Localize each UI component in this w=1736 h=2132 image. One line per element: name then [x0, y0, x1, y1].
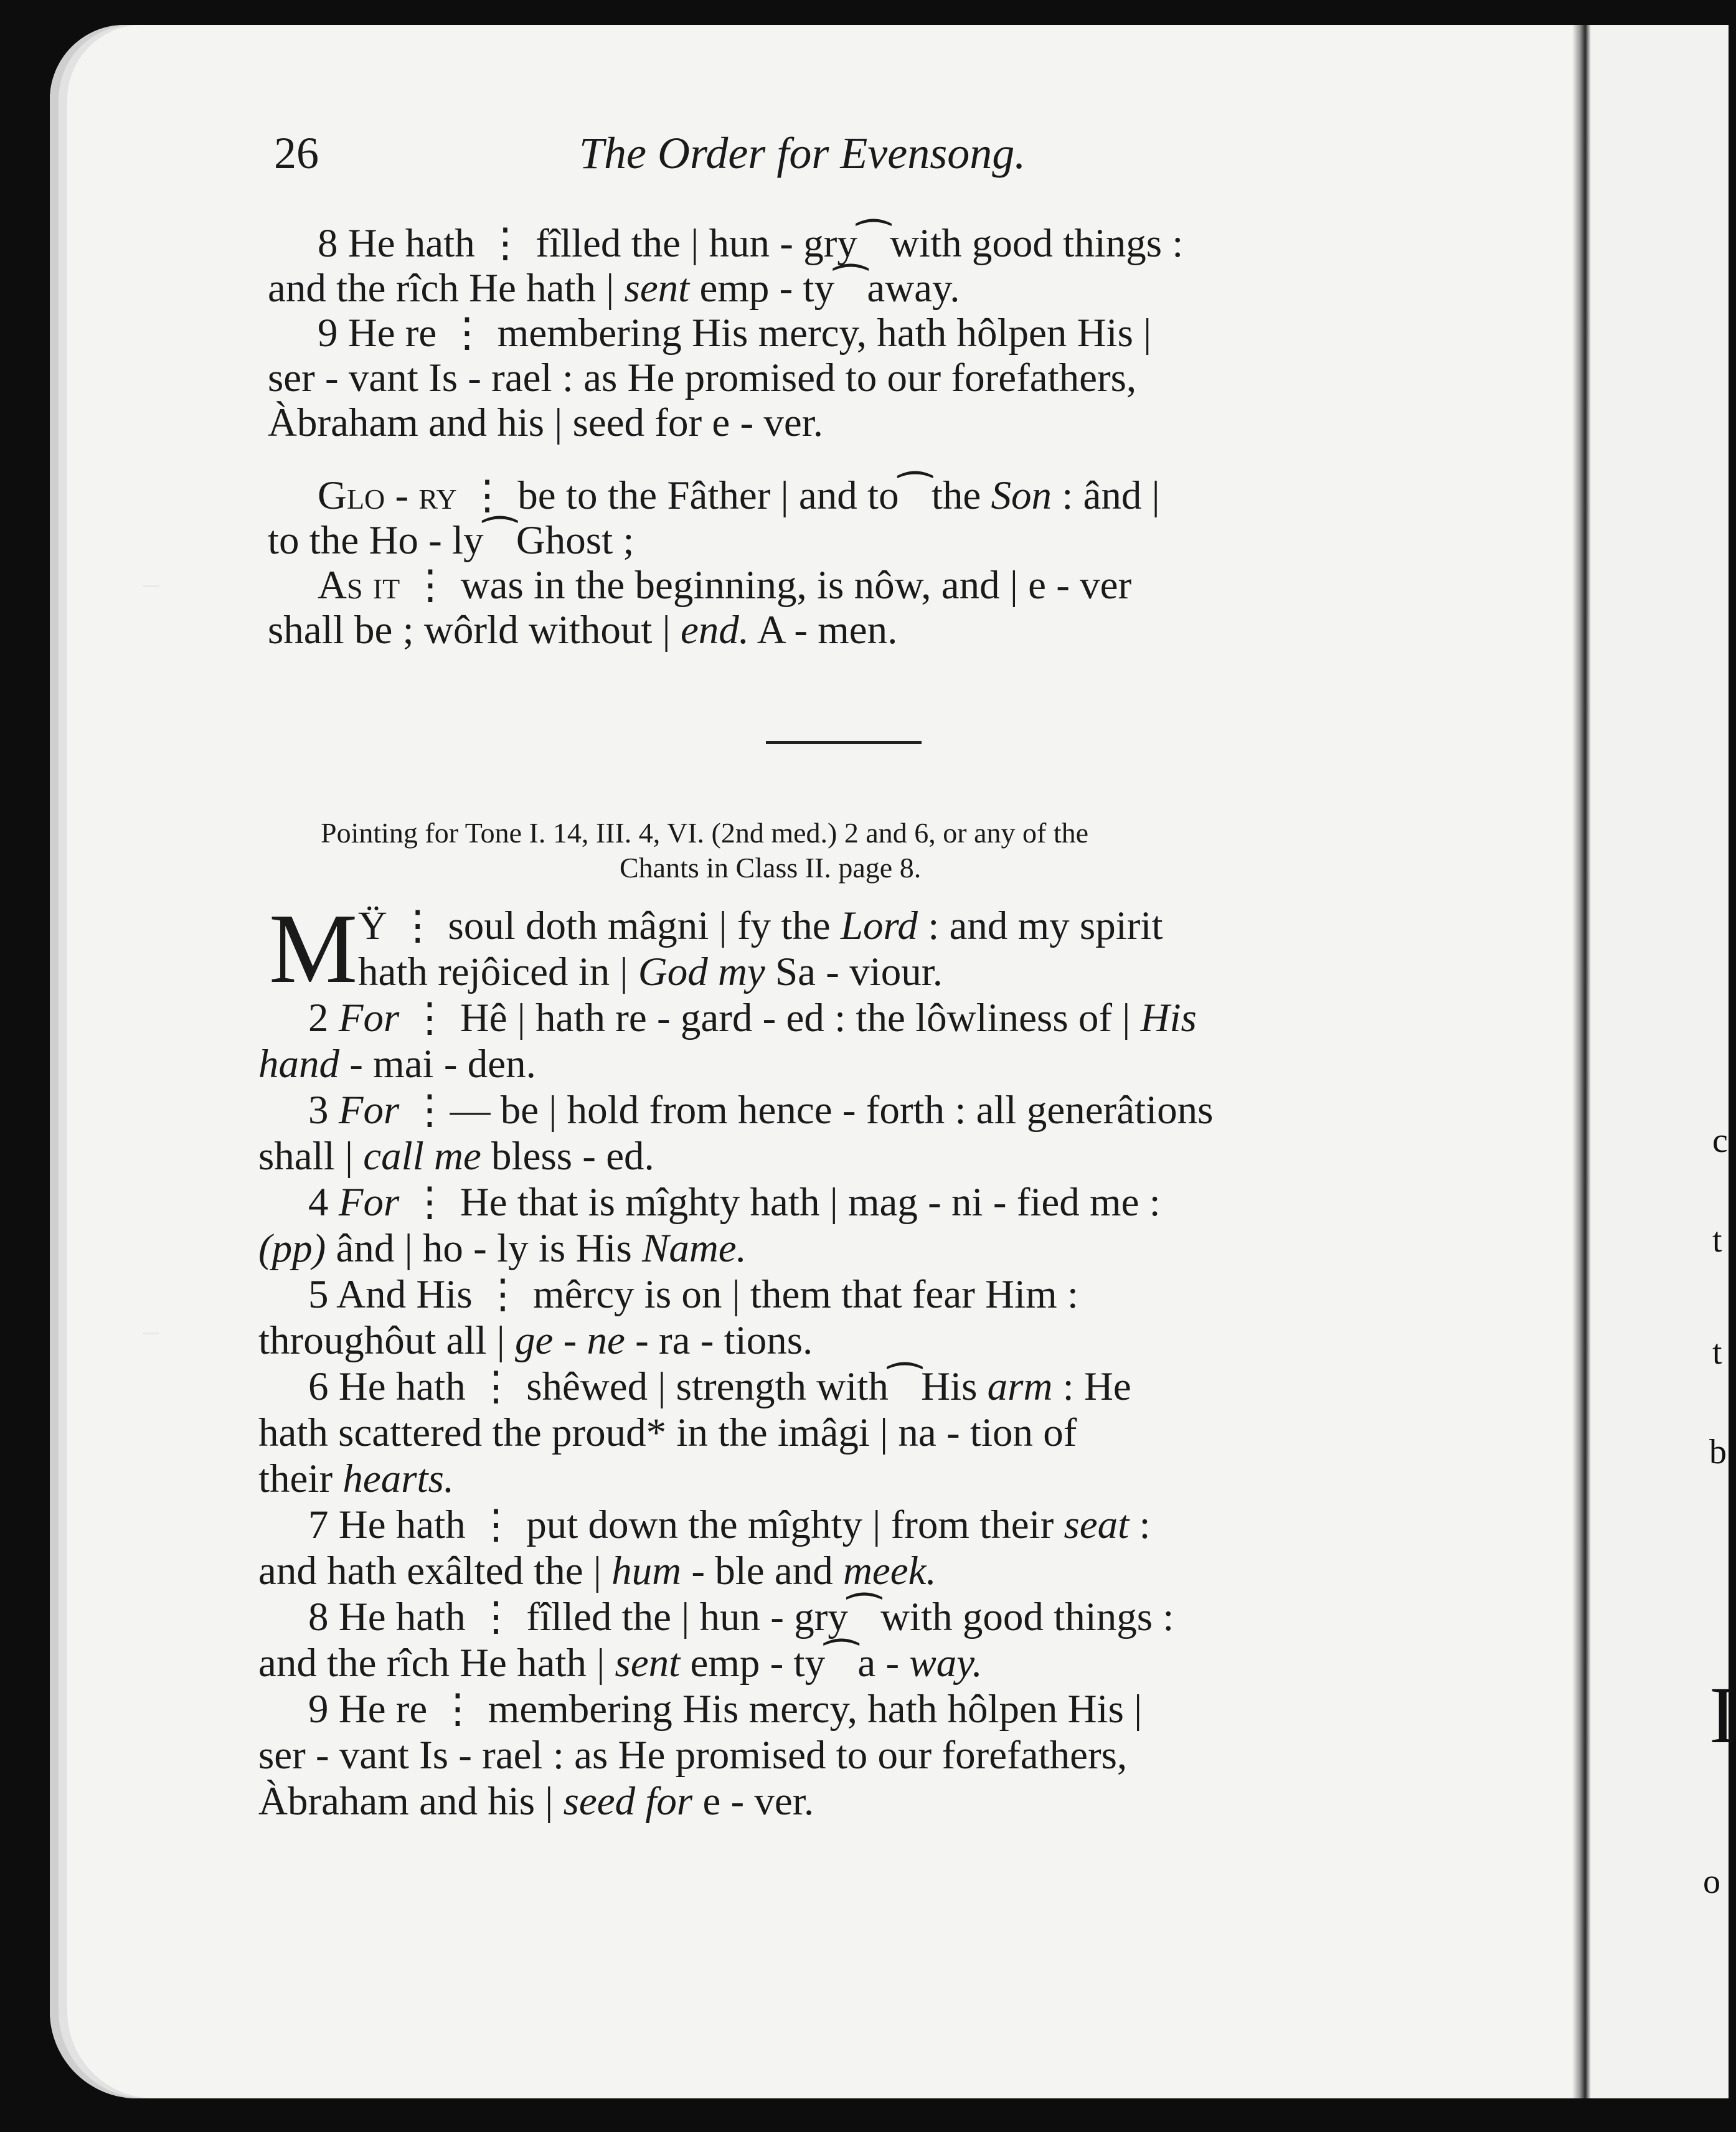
verse-text: 7 He hath ⋮ put down the mîghty | from their: [308, 1502, 1064, 1547]
italic-text: For: [338, 996, 400, 1040]
verse-text: - ble and: [681, 1549, 843, 1593]
verse-text: and the rîch He hath |: [268, 266, 625, 311]
italic-text: seat: [1064, 1502, 1130, 1547]
verse-line: [258, 1502, 1410, 1548]
verse-text: ⋮ Hê | hath re - gard - ed : the lôwliness of |: [399, 996, 1141, 1040]
italic-text: end.: [680, 608, 750, 653]
italic-text: hearts.: [342, 1456, 455, 1501]
verse-line: [258, 1410, 1410, 1456]
pointing-note-line: Chants in Class II. page 8.: [620, 852, 922, 884]
verse-line: [258, 949, 1410, 995]
verse-text: ser - vant Is - rael : as He promised to our forefathers,: [268, 356, 1137, 400]
verse-text: ⋮ was in the beginning, is nôw, and | e - ver: [400, 563, 1132, 608]
verse-line: [258, 1778, 1410, 1824]
facing-page-fragment: o: [1703, 1862, 1720, 1901]
verse-line: [268, 356, 1407, 400]
italic-text: (pp): [258, 1226, 326, 1271]
verse-text: their: [258, 1456, 343, 1501]
verse-line: [258, 1640, 1410, 1686]
verse-text: to the Ho - ly⁀Ghost ;: [268, 518, 634, 563]
italic-text: meek.: [842, 1549, 936, 1593]
italic-text: hum: [611, 1549, 682, 1593]
verse-text: 9 He re ⋮ membering His mercy, hath hôlpen His |: [308, 1687, 1143, 1732]
facing-page-fragment: b: [1709, 1433, 1727, 1471]
verse-text: hath scattered the proud* in the imâgi | na - tion of: [258, 1410, 1077, 1455]
verse-line: [258, 1594, 1410, 1640]
verse-text: A - men.: [749, 608, 898, 653]
italic-text: His: [1140, 996, 1197, 1040]
verse-text: ser - vant Is - rael : as He promised to our forefathers,: [258, 1733, 1128, 1778]
facing-page-fragment: t: [1712, 1333, 1722, 1372]
verse-text: ⋮ be to the Fâther | and to⁀the: [456, 473, 991, 518]
verse-text: shall |: [258, 1134, 364, 1179]
verse-line: [258, 1133, 1410, 1179]
pointing-note: [321, 816, 1404, 885]
italic-text: arm: [987, 1364, 1053, 1409]
verse-line: [268, 563, 1407, 608]
verse-line: [258, 903, 1410, 949]
verse-text: and the rîch He hath |: [258, 1641, 615, 1686]
italic-text: For: [338, 1180, 400, 1225]
facing-page-fragment: c: [1712, 1121, 1728, 1160]
italic-text: seed for: [563, 1779, 693, 1824]
verse-line: [268, 608, 1407, 653]
verse-text: :: [1129, 1502, 1151, 1547]
gloria-patri: [268, 473, 1407, 653]
verse-text: emp - ty⁀a -: [680, 1641, 910, 1686]
verse-line: [258, 1364, 1410, 1410]
verse-line: [268, 473, 1407, 518]
magnificat-verses: [258, 893, 1410, 1824]
italic-text: sent: [624, 266, 690, 311]
book-gutter: [1572, 25, 1591, 2098]
verse-text: 9 He re ⋮ membering His mercy, hath hôlpen His |: [318, 311, 1152, 356]
verse-text: 4: [308, 1180, 339, 1225]
verse-text: Sa - viour.: [765, 950, 943, 994]
verse-text: : ând |: [1051, 473, 1160, 518]
verse-text: emp - ty⁀away.: [689, 266, 960, 311]
verse-text: 8 He hath ⋮ fîlled the | hun - gry⁀with good things :: [308, 1595, 1174, 1639]
italic-text: sent: [615, 1641, 681, 1686]
page-header: [274, 128, 1108, 190]
verse-text: bless - ed.: [481, 1134, 654, 1179]
italic-text: Lord: [840, 903, 918, 948]
verse-line: [258, 1087, 1410, 1133]
italic-text: hand: [258, 1042, 339, 1087]
section-divider: [766, 741, 922, 744]
verse-text: Ÿ ⋮ soul doth mâgni | fy the: [358, 903, 841, 948]
facing-page-fragment: I: [1709, 1671, 1736, 1760]
verse-text: Glo - ry: [318, 473, 457, 518]
page-edge-mark: [143, 585, 159, 587]
verse-text: ând | ho - ly is His: [326, 1226, 643, 1271]
italic-text: ge - ne: [515, 1318, 625, 1363]
facing-page: [1591, 25, 1736, 2098]
verse-text: ⋮ He that is mîghty hath | mag - ni - fied me :: [399, 1180, 1161, 1225]
verse-line: [258, 1271, 1410, 1318]
verse-line: [258, 1041, 1410, 1087]
page-edge-mark: [143, 1332, 159, 1334]
italic-text: For: [338, 1088, 400, 1133]
verse-text: 2: [308, 996, 339, 1040]
verse-line: [258, 1225, 1410, 1271]
verse-text: 6 He hath ⋮ shêwed | strength with⁀His: [308, 1364, 988, 1409]
italic-text: call me: [363, 1134, 481, 1179]
verse-line: [258, 1548, 1410, 1594]
top-canticle-verses: [268, 221, 1407, 445]
drop-cap: M: [269, 893, 358, 1004]
verse-text: and hath exâlted the |: [258, 1549, 612, 1593]
verse-text: - mai - den.: [339, 1042, 536, 1087]
verse-text: e - ver.: [692, 1779, 814, 1824]
verse-text: shall be ; wôrld without |: [268, 608, 681, 653]
verse-text: : He: [1052, 1364, 1131, 1409]
verse-text: ⋮— be | hold from hence - forth : all generâtions: [399, 1088, 1214, 1133]
verse-text: 8 He hath ⋮ fîlled the | hun - gry⁀with good things :: [318, 221, 1184, 266]
verse-line: [268, 221, 1407, 266]
italic-text: Name.: [642, 1226, 747, 1271]
italic-text: God my: [638, 950, 765, 994]
pointing-note-line: Pointing for Tone I. 14, III. 4, VI. (2nd med.) 2 and 6, or any of the: [321, 817, 1089, 849]
italic-text: way.: [909, 1641, 983, 1686]
italic-text: Son: [991, 473, 1052, 518]
verse-line: [258, 1179, 1410, 1225]
verse-text: 3: [308, 1088, 339, 1133]
verse-line: [258, 1686, 1410, 1732]
page-number: 26: [274, 128, 319, 178]
verse-text: 5 And His ⋮ mêrcy is on | them that fear Him :: [308, 1272, 1078, 1317]
running-title: The Order for Evensong.: [579, 128, 1026, 178]
verse-line: [268, 400, 1407, 445]
verse-text: As it: [318, 563, 400, 608]
verse-line: [268, 518, 1407, 563]
verse-text: Àbraham and his |: [258, 1779, 564, 1824]
verse-text: hath rejôiced in |: [358, 950, 638, 994]
verse-line: [258, 1456, 1410, 1502]
verse-line: [258, 1732, 1410, 1778]
verse-text: Àbraham and his | seed for e - ver.: [268, 400, 824, 445]
verse-text: - ra - tions.: [625, 1318, 813, 1363]
verse-line: [268, 311, 1407, 356]
verse-text: throughôut all |: [258, 1318, 515, 1363]
verse-line: [258, 1318, 1410, 1364]
facing-page-fragment: t: [1712, 1221, 1722, 1260]
verse-text: : and my spirit: [917, 903, 1163, 948]
verse-line: [258, 995, 1410, 1041]
verse-line: [268, 266, 1407, 311]
